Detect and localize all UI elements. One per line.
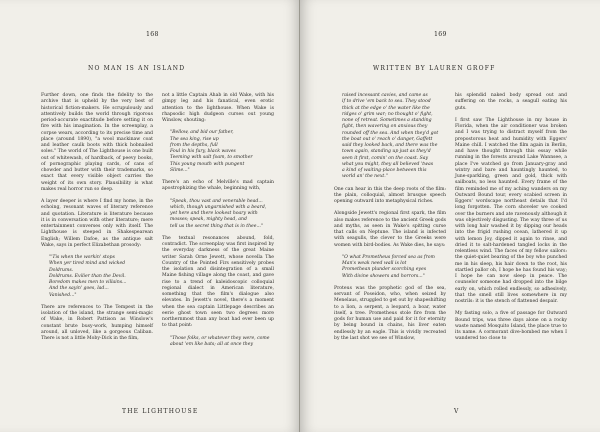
verse-line: rounded off the sea. And when they'd got — [342, 130, 439, 136]
paragraph: A layer deeper is where I find my home, in the echoing, resonant waves of literary reference and quotation. Literature is literature because it is in conversation with other literature; mere entertainment converses only with itself. The Lighthouse is steeped in Shakespearean English; Willem Dafoe, as the antique salt Wake, says in perfect Elizabethan prosody: — [41, 199, 153, 248]
footer-right: V — [454, 408, 460, 415]
left-column-1 — [41, 93, 153, 348]
paragraph: his splendid naked body spread out and suffering on the rocks, a seagull eating his guts. — [455, 93, 567, 111]
left-verse-3 — [170, 199, 274, 230]
left-col1-paragraphs — [41, 93, 153, 249]
left-verse-1 — [49, 255, 153, 299]
verse-line: "Bellow, and bid our father, — [170, 130, 234, 136]
right-verse-1 — [342, 93, 446, 181]
verse-line: town again, standing up just as they'd — [342, 149, 431, 155]
verse-line: tell us the secret thing that is in thee..." — [170, 223, 263, 229]
verse-line: a kind of waiting-place between this — [342, 168, 427, 173]
paragraph: Further down, one finds the fidelity to the archive that is upheld by the very best of historical fiction-makers. He scrupulously and attentively builds the world through rigorous period-accurate exactitude before setting it on fire with his imagination. In the screenplay, a corpse wears, according to its precise time and place (around 1890), "a wool mackinaw coat and leather caulk boots with thick hobnailed soles." The world of The Lighthouse is one built out of whitewash, of hardback, of peevy books, of pornographic playing cards, of cans of chowder and butter with their trademarks, so exact that every visible object carries the weight of its own story. Plausibility is what makes real horror run so deep. — [41, 93, 153, 192]
verse-line: "Those folks, or whatever they were, come — [170, 335, 270, 341]
paragraph: My fasting solo, a five of passage for Outward Bound trips, was three days alone on a rocky waste named Mosquito Island, the place true to its name. A cormorant dive-bombed me when I wandered too close to — [455, 311, 567, 342]
verse-line: world an' the next." — [342, 174, 388, 180]
verse-line: about 'em like bats; all at once they — [170, 341, 254, 347]
verse-line: raised incessant cavies, and came as — [342, 93, 428, 98]
left-col2b-paragraphs — [162, 180, 274, 193]
verse-line: seen it first, comin' on the coast. Say — [342, 155, 429, 161]
left-col1b-paragraphs — [41, 305, 153, 343]
verse-line: "O what Prometheus forced sea as from — [342, 254, 435, 260]
verse-line: if to drive 'em back to sea. They stood — [342, 99, 431, 105]
verse-line: Foul in his fury, black waves — [170, 149, 236, 154]
verse-line: The sea king, rise up — [170, 136, 219, 142]
verse-line: Promethean plunder scorching eyes — [342, 267, 427, 273]
paragraph: There are references to The Tempest in the isolation of the island, the strange semi-magic of Wake, in Robert Pattison as Winslow's constant brute busy-work, humping himself around, all unloved, like a gorgeous Caliban. There is not a little Moby-Dick in the film, — [41, 304, 153, 341]
right-column-2 — [455, 93, 567, 349]
paragraph: There's an echo of Melville's mad captain apostrophizing the whale, beginning with, — [162, 180, 274, 192]
verse-line: And the sayin' goes, lad... — [49, 286, 109, 292]
verse-line: mosses; speak, mighty head, and — [170, 217, 247, 223]
paragraph: not a little Captain Ahab in old Wake, with his gimpy leg and his fanatical, even erotic attention to the lighthouse. When Wake is rhapsodic high dudgeon curses out young Winslow, shouting: — [162, 93, 274, 123]
left-verse-4 — [170, 336, 274, 349]
verse-line: none of retreat. Sometimes a standing — [342, 118, 432, 123]
verse-line: yet here and there lookest hoary with — [170, 211, 258, 216]
left-col2a-paragraphs — [162, 93, 274, 124]
right-column-1 — [334, 93, 446, 348]
right-col1a-paragraphs — [334, 187, 446, 249]
left-verse-2 — [170, 130, 274, 174]
running-head-right: WRITTEN BY LAUREN GROFF — [373, 65, 496, 72]
page-number-left: 168 — [146, 31, 159, 38]
verse-line: the boat out o' reach o' danger, Gaffett — [342, 136, 433, 142]
page-number-right: 169 — [434, 31, 447, 38]
verse-line: Doldrums. Evilier than the Devil. — [49, 273, 126, 279]
footer-left: THE LIGHTHOUSE — [122, 408, 199, 415]
verse-line: said they looked back, and there was the — [342, 143, 438, 148]
paragraph: One can hear in this the deep roots of the film: the plain, colloquial, almost brusque speech opening outward into metaphysical riches. — [334, 186, 446, 204]
right-col2a-paragraphs — [455, 93, 567, 343]
verse-line: Teeming with salt foam, to smother — [170, 155, 253, 161]
verse-line: what you might, they all believed 'twas — [342, 161, 434, 167]
running-head-left: NO MAN IS AN ISLAND — [88, 65, 186, 72]
verse-line: Man's weak need wall is lot — [342, 261, 407, 266]
verse-line: With divine showers and horrors..." — [342, 273, 425, 279]
paragraph: Proteus was the prophetic god of the sea, servant of Poseidon, who, when seized by Menelaus, struggled to get out by shapeshifting to a lion, a serpent, a leopard, a boar, water itself, a tree. Prometheus stole fire from the gods for human use and paid for it for eternity by being bound in chains, his liver eaten endlessly by an eagle. This is vividly recreated by the last shot we see of Winslow, — [334, 285, 446, 341]
verse-line: thick at the edge o' the water like the — [342, 105, 430, 111]
paragraph: I first saw The Lighthouse in my house in Florida, when the air conditioner was broken and I was trying to distract myself from the prepostorous heat and humidity with Eggers' Maine chill. I watched the film again in Berlin, and have thought through this essay while running in the forests around Lake Wannsee, a place I've watched go from January-gray and wintry and bare and hauntingly haunted, to June-sparkling, green and gold, thick with sailboats, no less haunted. Every frame of the film reminded me of my aching wanders on my Outward Bound tour, every scabied screen in Eggers' wordscape northeast details that I'd long forgotten. The corn shoveler we cooked over the burners and ate ravenously although it was objectively disgusting. The way three of us with long hair washed it by dipping our heads into the frigid rushing ocean, lathered it up with lemon Joy, dipped it again to rinse, and dried it to salt-hardened tangled locks in the relentless wind. The faces of my fellow sailors: the quiet-quiet bearing of the boy who punched me in his sleep, his hair down to the root, his startled pallor oh, I hope he has found his way; I hope he can now sleep in peace. The counselor someone had dropped into the bilge early on, which rolled endlessly, so adhesively, that the smell still lives somewhere in my nostrils: it is the stench of flattened despair. — [455, 117, 567, 304]
verse-line: which, though ungarnished with a beard, — [170, 204, 267, 210]
paragraph: Alongside Jewett's regional first spark, the film also makes reference to the ancient Greek gods and myths, as seen in Wake's spitting curse that calls on Neptune. The island is infected with seagulls, the clever to the Greeks were women with bird-bodies. As Wake dies, he says: — [334, 211, 446, 248]
verse-line: fight, then wavering on anxious they — [342, 124, 428, 130]
verse-line: Vanished..." — [49, 292, 77, 298]
verse-line: Doldrums. — [49, 267, 74, 273]
paragraph: The textual resonances abound, fold, contradict. The screenplay was first inspired by the everyday darkness of the great Maine writer Sarah Orne Jewett, whose novella The Country of the Pointed Firs sensitively probes the isolation and disintegration of a small Maine fishing village along the coast, and gave rise to a trend of kaleidoscopic colloquial regional dialect in American literature, something that the film's dialogue also elevates. In Jewett's novel, there's a moment when the sea captain Littlepage describes an eerie ghost town seen two degrees more northernmost than any boat had ever been up to that point: — [162, 235, 274, 329]
verse-line: "'Tis when the workin' stops — [49, 255, 115, 260]
right-col1b-paragraphs — [334, 286, 446, 342]
right-verse-2 — [342, 255, 446, 280]
verse-line: Boredom makes men to villains... — [49, 280, 127, 285]
verse-line: from the depths, full — [170, 142, 218, 148]
verse-line: ridges o' grim war; no thought o' fight, — [342, 111, 433, 117]
right-page — [300, 0, 600, 432]
left-column-2 — [162, 93, 274, 354]
verse-line: This young mouth with pungent — [170, 161, 245, 167]
verse-line: When yer tired mind and wicked — [49, 261, 126, 267]
left-col2c-paragraphs — [162, 236, 274, 330]
verse-line: Slime..." — [170, 167, 190, 173]
verse-line: "Speak, thou vast and venerable head... — [170, 198, 263, 204]
